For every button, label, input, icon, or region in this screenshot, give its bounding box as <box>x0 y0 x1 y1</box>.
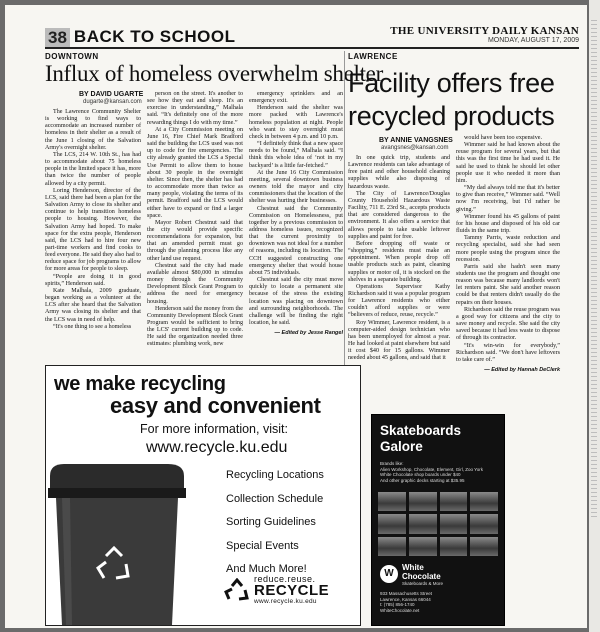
paragraph: At the June 16 City Commission meeting, several downtown business owners told the mayor and city commissioners that the location of the shelter was hurting their businesses. <box>249 169 343 205</box>
paragraph: Before dropping off waste or “shopping,” residents must make an appointment. When people drop off usable products such as paint, cleaning supplies or motor oil, it is stocked on the shelves in a separate building. <box>348 240 450 283</box>
skateboard-photo <box>378 537 406 556</box>
ad-line-1: we make recycling <box>54 373 226 395</box>
masthead <box>390 25 579 44</box>
store-name-line: Chocolate <box>402 571 441 581</box>
skateboard-photo <box>440 537 468 556</box>
address-line: Lawrence, Kansas 66044 <box>380 596 431 602</box>
story2-byline: BY ANNIE VANGSNES <box>379 137 453 144</box>
paragraph: emergency sprinklers and an emergency exit. <box>249 91 343 105</box>
ad-text-line: Brands like: <box>380 461 404 466</box>
skateboard-photo <box>440 514 468 533</box>
recycling-bin-icon <box>48 458 186 625</box>
paragraph: Mayor Robert Chestnut said that the city would provide specific recommendations for expansion, but that an amended permit must go through the planning process like any other land use request. <box>147 219 243 262</box>
paragraph: Operations Supervisor Kathy Richardson said it was a popular program for Lawrence residents who either couldn't afford supplies or were “believers of reduce, reuse, recycle.” <box>348 283 450 319</box>
paragraph: “People are doing it in good spirits,” Henderson said. <box>45 273 141 287</box>
paragraph: Loring Henderson, director of the LCS, said there had been a plan for the Salvation Army to close its shelter and continue to help transition homeless people to housing. However, the Salvation Army had hoped. To make space for the extra people, Henderson said, the LCS had to hire four new part-time workers and find cooks to feed everyone. He said they also had to reduce space for job programs to allow for more areas for people to sleep. <box>45 187 141 273</box>
masthead-title: THE UNIVERSITY DAILY KANSAN <box>390 25 579 37</box>
skateboard-photo <box>470 514 498 533</box>
skateboard-photo <box>409 537 437 556</box>
paragraph: Chestnut said the city had made available almost $80,000 in stimulus money through the Community Development Block Grant Program to address the need for emergency housing. <box>147 262 243 305</box>
paragraph: The LCS, 214 W. 10th St., has had to accommodate about 75 homeless people in the limited space it has, more than twice the number of people allowed by a city permit. <box>45 151 141 187</box>
paragraph: “It's one thing to see a homeless <box>53 323 132 330</box>
list-item: And Much More! <box>226 563 307 575</box>
paragraph: Wimmer found his 45 gallons of paint for his house and disposed of his old car fluids in the same trip. <box>456 213 560 235</box>
story1-column-1 <box>45 109 141 331</box>
story1-email: dugarte@kansan.com <box>83 99 142 105</box>
story1-byline: BY DAVID UGARTE <box>79 91 144 98</box>
skateboard-photo <box>470 537 498 556</box>
paragraph: Chestnut said the Community Commission on Homelessness, put together by a previous commission to address homeless issues, recognized that the current proximity to downtown was not ideal for a number of reasons, including its location. The CCH suggested constructing one emergency shelter that would house about 75 individuals. <box>249 205 343 276</box>
ad-text-line: And other graphic decks starting at $35.95 <box>380 477 465 483</box>
ad-small-text <box>380 461 483 483</box>
paragraph: The City of Lawrence/Douglas County Household Hazardous Waste Facility, 711 E. 23rd St., accepts products that are considered dangerous to the environment. It also offers a service that allows people to take usable leftover supplies and paint for free. <box>348 190 450 240</box>
skateboard-photo <box>378 492 406 511</box>
story2-column-2 <box>456 135 560 374</box>
ad-url: www.recycle.ku.edu <box>146 439 288 456</box>
story2-credit: — Edited by Hannah DeClerk <box>484 367 560 373</box>
address-line: 933 Massachusetts Street <box>380 591 433 596</box>
paragraph: Tammy Parris, waste reduction and recycling specialist, said she had seen more people using the program since the recession. <box>456 235 560 263</box>
address-line: t: (785) 856-1740 <box>380 602 415 607</box>
skateboard-photo <box>440 492 468 511</box>
store-name-line: White <box>402 563 424 572</box>
paragraph: Roy Wimmer, Lawrence resident, is a computer-aided design technician who has been unemployed for almost a year. He had looked at paint elsewhere but said it cost $40 for 15 gallons. Wimmer needed about 45 gallons, and said that it <box>348 319 450 362</box>
ad-title-line: Skateboards <box>380 423 462 438</box>
ad-line-3: For more information, visit: <box>140 422 288 436</box>
story1-headline: Influx of homeless overwhelm shelter <box>45 61 383 86</box>
store-subtitle: Skateboards & More <box>402 581 444 586</box>
ad-title-line: Galore <box>380 439 423 454</box>
store-address <box>380 591 432 613</box>
recycle-logo <box>224 574 329 605</box>
paragraph: Wimmer said he had known about the reuse program for several years, but that this was the first time he had used it. He said he used to think he should let other people use it who needed it more than him. <box>456 142 560 184</box>
adjacent-page-strip <box>589 0 600 632</box>
paragraph: The Lawrence Community Shelter is working to find ways to accommodate an increased number of homeless in their shelter as a result of the June 1 closing of the Salvation Army's overnight shelter. <box>45 109 141 151</box>
ad-text-line: Alien Workshop, Chocolate, Element, Girl, Zoo York <box>380 466 483 472</box>
ad-line-2: easy and convenient <box>110 393 321 418</box>
logo-wordmark: RECYCLE <box>254 582 330 599</box>
paragraph: “My dad always told me that it's better to give than receive,” Wimmer said. “Well now I'm receiving, but I'd rather be giving.” <box>456 185 560 213</box>
store-name <box>402 564 441 581</box>
story1-column-3 <box>249 91 343 337</box>
paragraph: Richardson said the reuse program was a good way for citizens and the city to save money and recycle. She said the city saved because it had less waste to dispose of through its contractor. <box>456 306 560 342</box>
paragraph: would have been too expensive. <box>464 135 543 141</box>
skateboard-ad <box>371 414 505 626</box>
paragraph: person on the street. It's another to see how they eat and sleep. It's an exercise in understanding,” Malhala said. “It's definitely one of the more rewarding things I do with my time.” <box>147 91 243 126</box>
skateboard-photo-grid <box>378 492 498 556</box>
paragraph: Kate Malhala, 2009 graduate, began working as a volunteer at the LCS after she heard that the Salvation Army was closing its shelter and that the LCS was in need of help. <box>45 287 141 323</box>
list-item: Recycling Locations <box>226 469 324 481</box>
issue-date: MONDAY, AUGUST 17, 2009 <box>487 37 579 44</box>
story2-column-1 <box>348 155 450 363</box>
paragraph: Henderson said the money from the Community Development Block Grant Program would be sufficient to bring the LCS' current building up to code. He said the organization needed three estimates: plumbing work, new <box>147 305 243 348</box>
ad-text-line: White Chocolate shop boards under $40 <box>380 472 461 477</box>
recycling-ad <box>45 365 361 626</box>
story2-kicker: LAWRENCE <box>348 52 398 61</box>
story1-column-2 <box>147 91 243 349</box>
paragraph: Parris said she hadn't seen many students use the program and thought one reason was because many landlords won't let renters paint. She said another reason could be that renters didn't usually do the repairs on their houses. <box>456 263 560 306</box>
paragraph: Chestnut said the city must move quickly to locate a permanent site because of the stress the existing location was placing on downtown and surrounding neighborhoods. The challenge will be finding the right location, he said. <box>249 277 343 326</box>
ad-feature-list <box>226 464 324 582</box>
logo-url: www.recycle.ku.edu <box>254 598 317 605</box>
list-item: Collection Schedule <box>226 492 324 505</box>
story2-email: avangsnes@kansan.com <box>381 145 449 151</box>
page-header <box>45 27 236 47</box>
paragraph: At a City Commission meeting on June 16, Fire Chief Mark Bradford said the building the LCS used was not up to code for fire emergencies. The city already granted the LCS a Special Use Permit to allow them to house about 30 people in the overnight shelter. Since then, the shelter has had to accommodate more than twice as many people, violating the terms of its permit. Bradford said the LCS would either have to expand or find a larger space. <box>147 126 243 219</box>
skateboard-photo <box>470 492 498 511</box>
list-item: Special Events <box>226 539 299 552</box>
logo-tagline: reduce.reuse. <box>254 574 316 584</box>
page-number: 38 <box>45 28 70 47</box>
paragraph: In one quick trip, students and Lawrence residents can take advantage of free paint and other household cleaning supplies while also disposing of hazardous waste. <box>348 155 450 190</box>
ad-title <box>380 423 461 455</box>
store-logo-icon: W <box>380 565 398 583</box>
section-title: BACK TO SCHOOL <box>73 27 236 46</box>
newspaper-page <box>5 5 587 628</box>
story1-kicker: DOWNTOWN <box>45 52 99 61</box>
story1-credit: — Edited by Jesse Rangel <box>274 330 343 337</box>
paragraph: “It's win-win for everybody,” Richardson said. “We don't have leftovers to take care of.” <box>456 342 560 363</box>
header-rule <box>45 47 579 49</box>
address-line: WhiteChocolate.net <box>380 607 420 613</box>
recycle-arrows-icon <box>224 578 250 602</box>
paragraph: Henderson said the shelter was more packed with Lawrence's homeless population at night. People who want to stay overnight must check in between 4 p.m. and 10 p.m. <box>249 105 343 140</box>
skateboard-photo <box>409 514 437 533</box>
skateboard-photo <box>378 514 406 533</box>
list-item: Sorting Guidelines <box>226 516 316 528</box>
skateboard-photo <box>409 492 437 511</box>
story2-headline: Facility offers free recycled products <box>348 68 555 131</box>
paragraph: “I definitely think that a new space needs to be found,” Malhala said. “I think this whole idea of ‘not in my backyard’ is a little far-fetched.” <box>249 141 343 169</box>
